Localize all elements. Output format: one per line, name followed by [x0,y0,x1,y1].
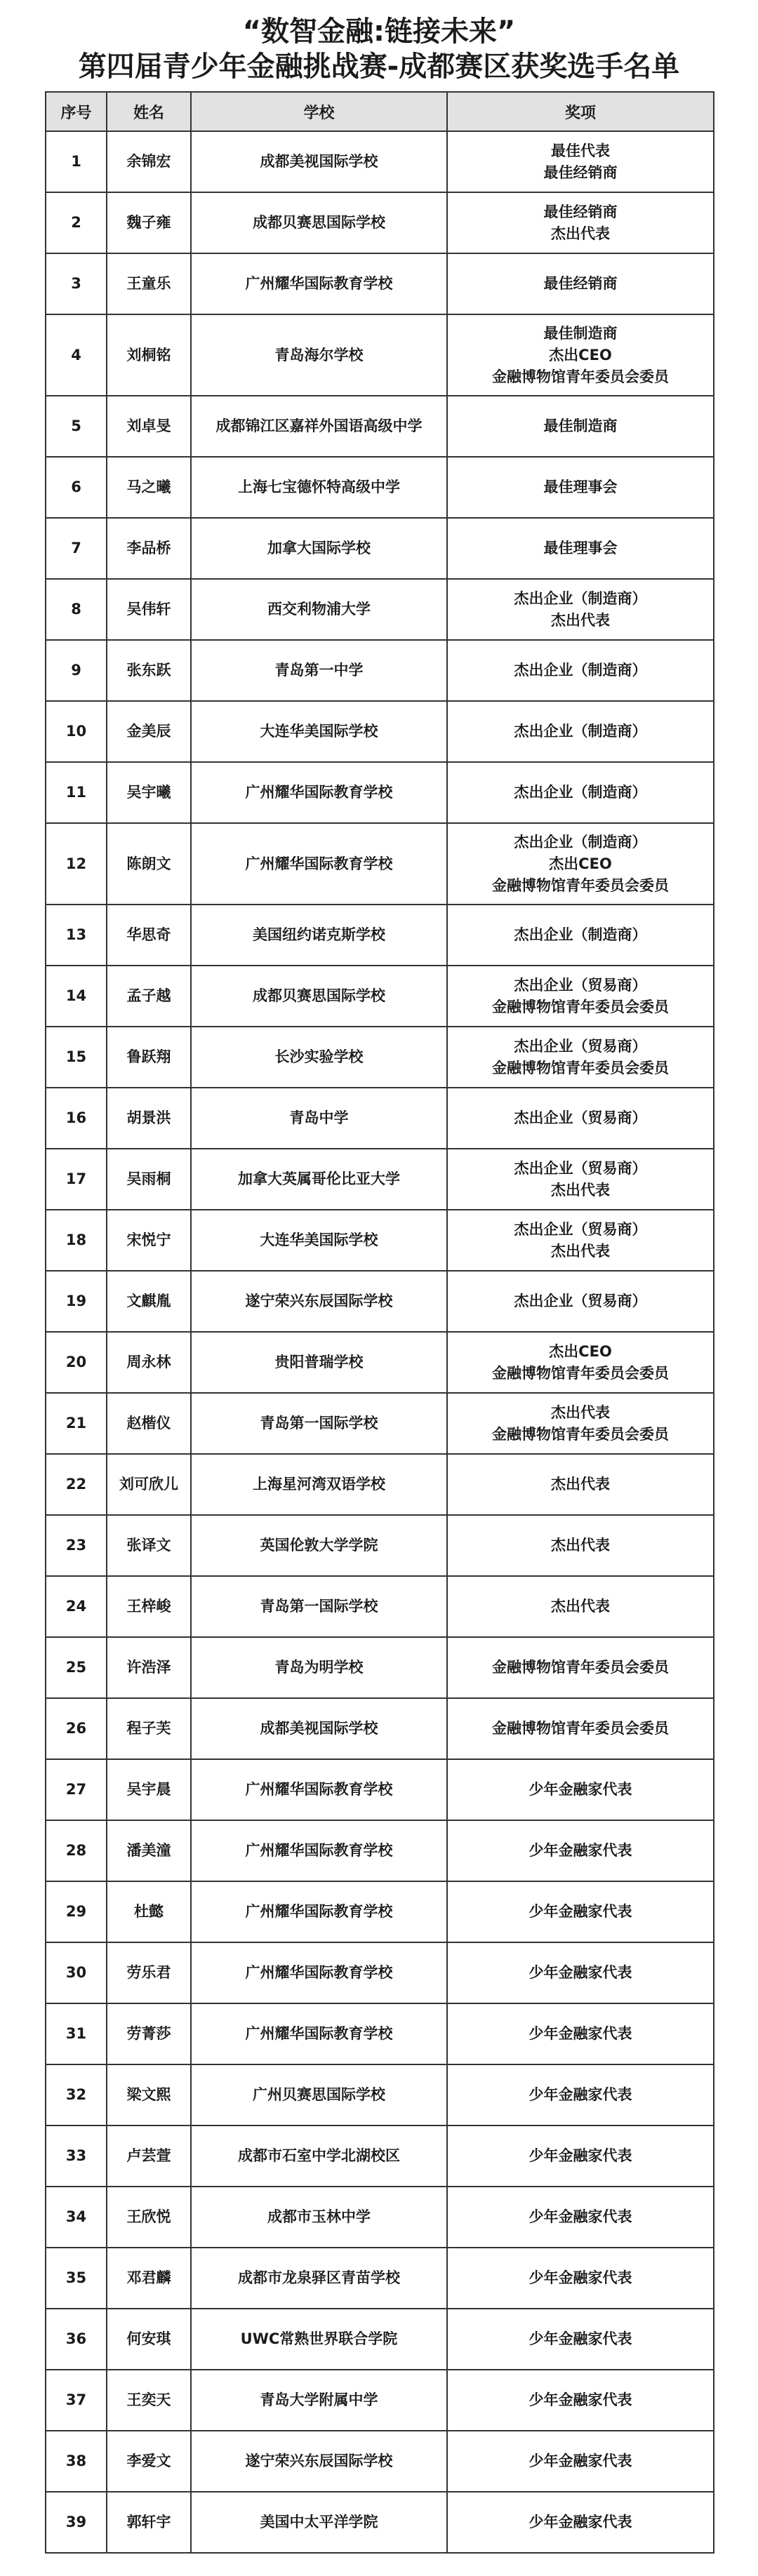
award-item: 杰出代表 [551,1598,610,1615]
row-school: 广州耀华国际教育学校 [191,2003,447,2064]
row-awards [447,966,714,1027]
table-row [46,1454,714,1515]
row-school: 广州耀华国际教育学校 [191,762,447,823]
row-awards [447,2248,714,2309]
row-name: 李品桥 [107,518,191,579]
header-award: 奖项 [447,92,714,131]
award-item: 杰出代表 [551,1242,610,1260]
row-awards [447,1759,714,1820]
row-awards [447,1149,714,1210]
row-awards [447,2125,714,2187]
row-awards [447,1881,714,1942]
row-name: 鲁跃翔 [107,1027,191,1088]
row-name: 程子芙 [107,1698,191,1759]
row-index: 22 [46,1454,107,1515]
row-index: 26 [46,1698,107,1759]
award-item: 最佳理事会 [543,540,618,556]
row-name: 劳乐君 [107,1942,191,2003]
award-item: 金融博物馆青年委员会委员 [492,1659,669,1676]
row-awards [447,1698,714,1759]
row-name: 陈朗文 [107,823,191,905]
row-awards [447,1393,714,1454]
row-awards [447,762,714,823]
row-index: 6 [46,457,107,518]
row-awards [447,2370,714,2431]
row-awards [447,457,714,518]
row-name: 王童乐 [107,253,191,314]
row-index: 39 [46,2492,107,2553]
table-row [46,396,714,457]
row-name: 文麒胤 [107,1271,191,1332]
row-awards [447,1271,714,1332]
row-school: 成都贝赛思国际学校 [191,192,447,253]
row-index: 3 [46,253,107,314]
row-awards [447,396,714,457]
table-row [46,1393,714,1454]
row-school: UWC常熟世界联合学院 [191,2309,447,2370]
row-index: 38 [46,2431,107,2492]
table-row [46,640,714,701]
row-school: 贵阳普瑞学校 [191,1332,447,1393]
table-row [46,253,714,314]
row-awards [447,1820,714,1881]
row-school: 美国中太平洋学院 [191,2492,447,2553]
row-index: 27 [46,1759,107,1820]
row-name: 胡景洪 [107,1088,191,1149]
award-item: 杰出CEO [549,1342,612,1360]
row-awards [447,1637,714,1698]
award-item: 金融博物馆青年委员会委员 [492,1425,669,1443]
table-row [46,131,714,192]
row-awards [447,192,714,253]
row-school: 遂宁荣兴东辰国际学校 [191,2431,447,2492]
row-index: 10 [46,701,107,762]
row-school: 青岛大学附属中学 [191,2370,447,2431]
row-school: 青岛为明学校 [191,1637,447,1698]
row-index: 31 [46,2003,107,2064]
award-item: 金融博物馆青年委员会委员 [492,1720,669,1737]
row-awards [447,1088,714,1149]
row-name: 张东跃 [107,640,191,701]
row-index: 16 [46,1088,107,1149]
row-name: 郭轩宇 [107,2492,191,2553]
row-school: 青岛第一国际学校 [191,1393,447,1454]
table-row [46,2431,714,2492]
row-index: 34 [46,2187,107,2248]
table-row [46,579,714,640]
row-index: 15 [46,1027,107,1088]
award-item: 最佳经销商 [543,203,618,220]
table-row [46,2370,714,2431]
table-body [46,131,714,2553]
row-name: 吴宇晨 [107,1759,191,1820]
row-name: 李爱文 [107,2431,191,2492]
table-row [46,1515,714,1576]
winners-table [45,91,714,2554]
row-name: 王奕天 [107,2370,191,2431]
row-school: 英国伦敦大学学院 [191,1515,447,1576]
row-index: 37 [46,2370,107,2431]
row-index: 29 [46,1881,107,1942]
award-item: 少年金融家代表 [528,1903,632,1920]
row-index: 21 [46,1393,107,1454]
table-row [46,1210,714,1271]
table-row [46,518,714,579]
table-row [46,457,714,518]
row-name: 许浩泽 [107,1637,191,1698]
award-item: 杰出代表 [551,1537,610,1554]
row-name: 宋悦宁 [107,1210,191,1271]
row-name: 孟子越 [107,966,191,1027]
row-school: 上海星河湾双语学校 [191,1454,447,1515]
row-school: 成都锦江区嘉祥外国语高级中学 [191,396,447,457]
award-item: 杰出企业（贸易商） [514,1109,647,1126]
row-index: 7 [46,518,107,579]
row-awards [447,1454,714,1515]
row-name: 王欣悦 [107,2187,191,2248]
row-index: 11 [46,762,107,823]
table-row [46,2125,714,2187]
table-row [46,1820,714,1881]
row-index: 33 [46,2125,107,2187]
row-name: 金美辰 [107,701,191,762]
row-index: 35 [46,2248,107,2309]
row-school: 西交利物浦大学 [191,579,447,640]
row-index: 2 [46,192,107,253]
row-index: 9 [46,640,107,701]
row-index: 18 [46,1210,107,1271]
award-item: 杰出企业（制造商） [514,589,647,607]
table-row [46,1027,714,1088]
table-header-row [46,92,714,131]
row-school: 广州耀华国际教育学校 [191,253,447,314]
row-school: 广州耀华国际教育学校 [191,1820,447,1881]
row-index: 1 [46,131,107,192]
row-school: 加拿大国际学校 [191,518,447,579]
row-awards [447,518,714,579]
row-name: 刘可欣儿 [107,1454,191,1515]
award-item: 少年金融家代表 [528,2086,632,2103]
row-awards [447,2064,714,2125]
row-awards [447,1027,714,1088]
award-item: 杰出CEO [549,855,612,872]
award-item: 杰出代表 [551,1476,610,1493]
award-item: 杰出企业（制造商） [514,784,647,801]
table-row [46,905,714,966]
row-name: 魏子雍 [107,192,191,253]
row-school: 广州耀华国际教育学校 [191,823,447,905]
row-school: 青岛第一中学 [191,640,447,701]
table-row [46,2064,714,2125]
award-item: 金融博物馆青年委员会委员 [492,1059,669,1076]
row-school: 成都贝赛思国际学校 [191,966,447,1027]
award-item: 金融博物馆青年委员会委员 [492,1364,669,1382]
row-index: 24 [46,1576,107,1637]
row-name: 吴雨桐 [107,1149,191,1210]
row-awards [447,640,714,701]
row-awards [447,1210,714,1271]
award-item: 杰出代表 [551,1403,610,1421]
row-index: 23 [46,1515,107,1576]
row-awards [447,2431,714,2492]
award-item: 少年金融家代表 [528,1781,632,1798]
row-school: 上海七宝德怀特高级中学 [191,457,447,518]
award-item: 杰出代表 [551,611,610,629]
table-row [46,701,714,762]
award-item: 最佳制造商 [543,324,618,342]
row-awards [447,2309,714,2370]
table-row [46,1088,714,1149]
table-row [46,2309,714,2370]
table-row [46,1576,714,1637]
table-row [46,1759,714,1820]
row-awards [447,823,714,905]
table-row [46,823,714,905]
row-awards [447,579,714,640]
table-row [46,1698,714,1759]
award-item: 杰出企业（制造商） [514,926,647,943]
row-name: 梁文熙 [107,2064,191,2125]
row-name: 华思奇 [107,905,191,966]
row-awards [447,2492,714,2553]
row-school: 广州耀华国际教育学校 [191,1759,447,1820]
row-index: 19 [46,1271,107,1332]
row-school: 成都美视国际学校 [191,131,447,192]
page-title-line1: “数智金融:链接未来” [242,15,516,48]
table-row [46,762,714,823]
award-item: 金融博物馆青年委员会委员 [492,876,669,894]
row-school: 长沙实验学校 [191,1027,447,1088]
row-awards [447,2003,714,2064]
row-index: 12 [46,823,107,905]
row-school: 青岛第一国际学校 [191,1576,447,1637]
table-row [46,192,714,253]
row-index: 4 [46,314,107,396]
row-school: 成都市玉林中学 [191,2187,447,2248]
row-awards [447,1576,714,1637]
table-row [46,1271,714,1332]
row-name: 张译文 [107,1515,191,1576]
award-item: 金融博物馆青年委员会委员 [492,368,669,385]
row-awards [447,131,714,192]
row-name: 劳菁莎 [107,2003,191,2064]
row-awards [447,701,714,762]
table-row [46,1942,714,2003]
header-index: 序号 [46,92,107,131]
row-index: 5 [46,396,107,457]
row-school: 广州耀华国际教育学校 [191,1881,447,1942]
table-row [46,1332,714,1393]
award-item: 杰出企业（贸易商） [514,1220,647,1238]
row-awards [447,1942,714,2003]
row-school: 大连华美国际学校 [191,701,447,762]
row-index: 20 [46,1332,107,1393]
row-school: 大连华美国际学校 [191,1210,447,1271]
row-school: 美国纽约诺克斯学校 [191,905,447,966]
award-item: 杰出企业（贸易商） [514,1037,647,1055]
row-school: 青岛海尔学校 [191,314,447,396]
row-name: 吴宇曦 [107,762,191,823]
award-item: 杰出企业（贸易商） [514,976,647,994]
award-item: 杰出代表 [551,225,610,242]
row-school: 广州耀华国际教育学校 [191,1942,447,2003]
header-school: 学校 [191,92,447,131]
award-item: 少年金融家代表 [528,2208,632,2225]
award-item: 少年金融家代表 [528,2269,632,2286]
row-school: 成都美视国际学校 [191,1698,447,1759]
row-index: 13 [46,905,107,966]
table-row [46,2248,714,2309]
table-row [46,1881,714,1942]
award-item: 少年金融家代表 [528,2391,632,2408]
page-title-line2: 第四届青少年金融挑战赛-成都赛区获奖选手名单 [78,51,680,83]
table-row [46,2492,714,2553]
award-item: 杰出企业（贸易商） [514,1293,647,1309]
award-item: 少年金融家代表 [528,2330,632,2347]
row-school: 青岛中学 [191,1088,447,1149]
row-name: 余锦宏 [107,131,191,192]
row-index: 25 [46,1637,107,1698]
award-item: 最佳经销商 [543,163,618,181]
award-item: 金融博物馆青年委员会委员 [492,998,669,1015]
row-awards [447,1332,714,1393]
row-awards [447,905,714,966]
table-row [46,2187,714,2248]
award-item: 最佳代表 [551,142,610,159]
row-index: 14 [46,966,107,1027]
row-school: 广州贝赛思国际学校 [191,2064,447,2125]
row-name: 杜懿 [107,1881,191,1942]
row-name: 马之曦 [107,457,191,518]
row-name: 周永林 [107,1332,191,1393]
award-item: 少年金融家代表 [528,2514,632,2530]
row-school: 遂宁荣兴东辰国际学校 [191,1271,447,1332]
award-item: 最佳制造商 [543,418,618,434]
row-awards [447,253,714,314]
award-item: 少年金融家代表 [528,2452,632,2469]
row-index: 36 [46,2309,107,2370]
award-item: 最佳经销商 [543,275,618,292]
award-item: 杰出CEO [549,346,612,363]
row-name: 赵楷仪 [107,1393,191,1454]
table-row [46,1149,714,1210]
award-item: 杰出企业（制造商） [514,723,647,740]
header-name: 姓名 [107,92,191,131]
row-name: 刘桐铭 [107,314,191,396]
row-name: 邓君麟 [107,2248,191,2309]
table-row [46,314,714,396]
title-block [0,0,758,90]
row-index: 30 [46,1942,107,2003]
award-item: 少年金融家代表 [528,1842,632,1859]
row-school: 加拿大英属哥伦比亚大学 [191,1149,447,1210]
row-name: 潘美潼 [107,1820,191,1881]
award-item: 少年金融家代表 [528,1964,632,1981]
award-item: 杰出代表 [551,1181,610,1199]
award-item: 少年金融家代表 [528,2147,632,2164]
row-school: 成都市石室中学北湖校区 [191,2125,447,2187]
row-school: 成都市龙泉驿区青苗学校 [191,2248,447,2309]
row-name: 卢芸萱 [107,2125,191,2187]
table-row [46,966,714,1027]
row-index: 17 [46,1149,107,1210]
award-item: 杰出企业（制造商） [514,833,647,850]
award-item: 杰出企业（制造商） [514,662,647,679]
table-row [46,2003,714,2064]
award-item: 少年金融家代表 [528,2025,632,2042]
table-row [46,1637,714,1698]
row-awards [447,2187,714,2248]
row-name: 王梓峻 [107,1576,191,1637]
row-name: 吴伟轩 [107,579,191,640]
row-index: 8 [46,579,107,640]
award-item: 杰出企业（贸易商） [514,1159,647,1177]
award-item: 最佳理事会 [543,479,618,495]
row-index: 28 [46,1820,107,1881]
row-awards [447,314,714,396]
row-name: 何安琪 [107,2309,191,2370]
row-name: 刘卓旻 [107,396,191,457]
row-index: 32 [46,2064,107,2125]
row-awards [447,1515,714,1576]
